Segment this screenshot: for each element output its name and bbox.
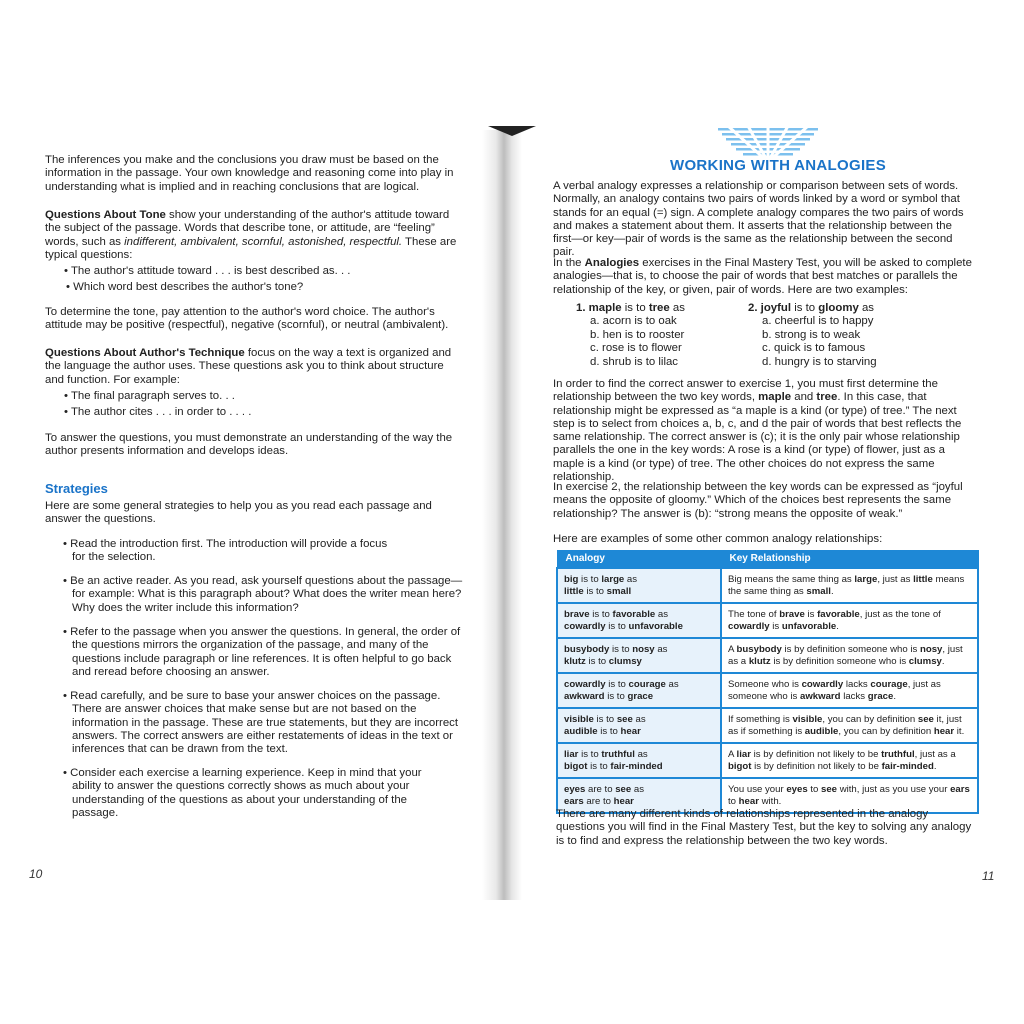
example-option: d. hungry is to starving	[762, 355, 877, 368]
example-1: 1. maple is to tree as a. acorn is to oak b. hen is to rooster c. rose is to flower d. shrub is to lilac	[576, 302, 685, 368]
relationship-cell: A busybody is by definition someone who is nosy, just as a klutz is by definition someone who is clumsy.	[721, 638, 978, 673]
table-row	[557, 638, 978, 673]
example-option: b. hen is to rooster	[590, 328, 685, 341]
example-option: a. cheerful is to happy	[762, 315, 874, 328]
table-row	[557, 708, 978, 743]
technique-bullet: • The final paragraph serves to. . .	[64, 390, 235, 402]
example-option: c. rose is to flower	[590, 342, 682, 355]
tone-heading: Questions About Tone	[45, 209, 166, 221]
technique-paragraph: Questions About Author's Technique focus on the way a text is organized and the language the author uses. These questions ask you to think about structure and function. For example:	[45, 347, 452, 386]
answer-paragraph: To answer the questions, you must demonstrate an understanding of the way the author presents information and develops ideas.	[45, 432, 453, 458]
strategy-item: • Consider each exercise a learning experience. Keep in mind that your ability to answer the questions correctly shows as much about your understanding of the questions as about your understanding of the passage.	[63, 767, 422, 819]
table-row	[557, 743, 978, 778]
table-row	[557, 673, 978, 708]
tone-bullet: • The author's attitude toward . . . is best described as. . .	[64, 265, 351, 277]
table-intro: Here are examples of some other common analogy relationships:	[553, 533, 883, 545]
example-option: b. strong is to weak	[762, 328, 861, 341]
analogy-cell: liar is to truthful as bigot is to fair-minded	[557, 743, 721, 778]
table-header: Key Relationship	[721, 551, 978, 569]
example-2: 2. joyful is to gloomy as a. cheerful is to happy b. strong is to weak c. quick is to famous d. hungry is to starving	[748, 302, 877, 368]
strategy-item: • Be an active reader. As you read, ask yourself questions about the passage—for example: What is this paragraph about? What does the writer mean here? Why does the writer include this information?	[63, 575, 463, 614]
relationship-cell: Big means the same thing as large, just as little means the same thing as small.	[721, 568, 978, 603]
intro-paragraph: The inferences you make and the conclusions you draw must be based on the information in the passage. Your own knowledge and reasoning come into play in understanding what is implied and in reaching conclusions that are logical.	[45, 154, 454, 193]
relationship-cell: The tone of brave is favorable, just as the tone of cowardly is unfavorable.	[721, 603, 978, 638]
relationship-cell: Someone who is cowardly lacks courage, just as someone who is awkward lacks grace.	[721, 673, 978, 708]
exercise-2-explanation: In exercise 2, the relationship between the key words can be expressed as “joyful means the opposite of gloomy.” Which of the choices best represents the same relationship? The answer is (b): “strong means the opposite of weak.”	[553, 481, 963, 520]
analogy-table	[556, 550, 979, 814]
analogy-cell: big is to large as little is to small	[557, 568, 721, 603]
strategy-item: • Refer to the passage when you answer the questions. In general, the order of the questions mirrors the organization of the passage, and many of the questions include paragraph or line references. It is often helpful to go back and reread before choosing an answer.	[63, 626, 461, 678]
analogies-exercise-paragraph: In the Analogies exercises in the Final Mastery Test, you will be asked to complete analogies—that is, to choose the pair of words that best matches or parallels the relationship of the key, or given, pair of words. Here are two examples:	[553, 257, 972, 296]
tone-bullet: • Which word best describes the author's tone?	[66, 281, 304, 293]
analogy-cell: cowardly is to courage as awkward is to grace	[557, 673, 721, 708]
analogy-cell: eyes are to see as ears are to hear	[557, 778, 721, 813]
analogy-cell: brave is to favorable as cowardly is to unfavorable	[557, 603, 721, 638]
exercise-1-explanation: In order to find the correct answer to exercise 1, you must first determine the relationship between the two key words, maple and tree. In this case, that relationship might be expressed as “a maple is a kind (or type) of tree.” The next step is to select from choices a, b, c, and d the pair of words that best reflects the same relationship. The correct answer is (c); it is the only pair whose relationship parallels the one in the key words: A rose is a kind (or type) of flower, just as a maple is a kind (or type) of tree. The other choices do not express the same relationship.	[553, 378, 962, 484]
technique-heading: Questions About Author's Technique	[45, 347, 245, 359]
analogy-cell: busybody is to nosy as klutz is to clumsy	[557, 638, 721, 673]
technique-bullet: • The author cites . . . in order to . . . .	[64, 406, 252, 418]
table-header: Analogy	[557, 551, 721, 569]
example-option: d. shrub is to lilac	[590, 355, 678, 368]
relationship-cell: If something is visible, you can by definition see it, just as if something is audible, you can by definition hear it.	[721, 708, 978, 743]
table-row	[557, 603, 978, 638]
table-row	[557, 568, 978, 603]
page-title: WORKING WITH ANALOGIES	[670, 157, 887, 174]
strategy-item: • Read carefully, and be sure to base your answer choices on the passage. There are answer choices that make sense but are not based on the information in the passage. These are true statements, but they are incorrect answers. The correct answers are either restatements of ideas in the text or inferences that can be drawn from the text.	[63, 690, 459, 756]
analogy-cell: visible is to see as audible is to hear	[557, 708, 721, 743]
example-option: c. quick is to famous	[762, 342, 866, 355]
strategies-heading: Strategies	[45, 481, 108, 496]
tone-paragraph: Questions About Tone show your understanding of the author's attitude toward the subject of the passage. Words that describe tone, or attitude, are “feeling” words, such as indifferent, ambivalent, scornful, astonished, respectful. These are typical questions:	[45, 209, 457, 261]
strategy-item: • Read the introduction first. The introduction will provide a focus for the selection.	[63, 538, 388, 564]
page-number-left: 10	[29, 867, 43, 881]
left-page	[0, 0, 505, 1024]
analogy-intro-paragraph: A verbal analogy expresses a relationship or comparison between sets of words. Normally, an analogy contains two pairs of words linked by a word or symbol that stands for an equal (=) sign. A complete analogy compares the two pairs of words and makes a statement about them. It asserts that the relationship between the first—or key—pair of words is the same as the relationship between the second pair.	[553, 180, 964, 259]
determine-paragraph: To determine the tone, pay attention to the author's word choice. The author's attitude may be positive (respectful), negative (scornful), or neutral (ambivalent).	[45, 306, 449, 332]
closing-paragraph: There are many different kinds of relationships represented in the analogy questions you will find in the Final Mastery Test, but the key to solving any analogy is to find and express the relationship between the two key words.	[556, 808, 972, 847]
strategies-intro: Here are some general strategies to help you as you read each passage and answer the questions.	[45, 500, 432, 526]
example-option: a. acorn is to oak	[590, 315, 677, 328]
relationship-cell: You use your eyes to see with, just as you use your ears to hear with.	[721, 778, 978, 813]
page-number-right: 11	[982, 869, 995, 883]
relationship-cell: A liar is by definition not likely to be truthful, just as a bigot is by definition not likely to be fair-minded.	[721, 743, 978, 778]
